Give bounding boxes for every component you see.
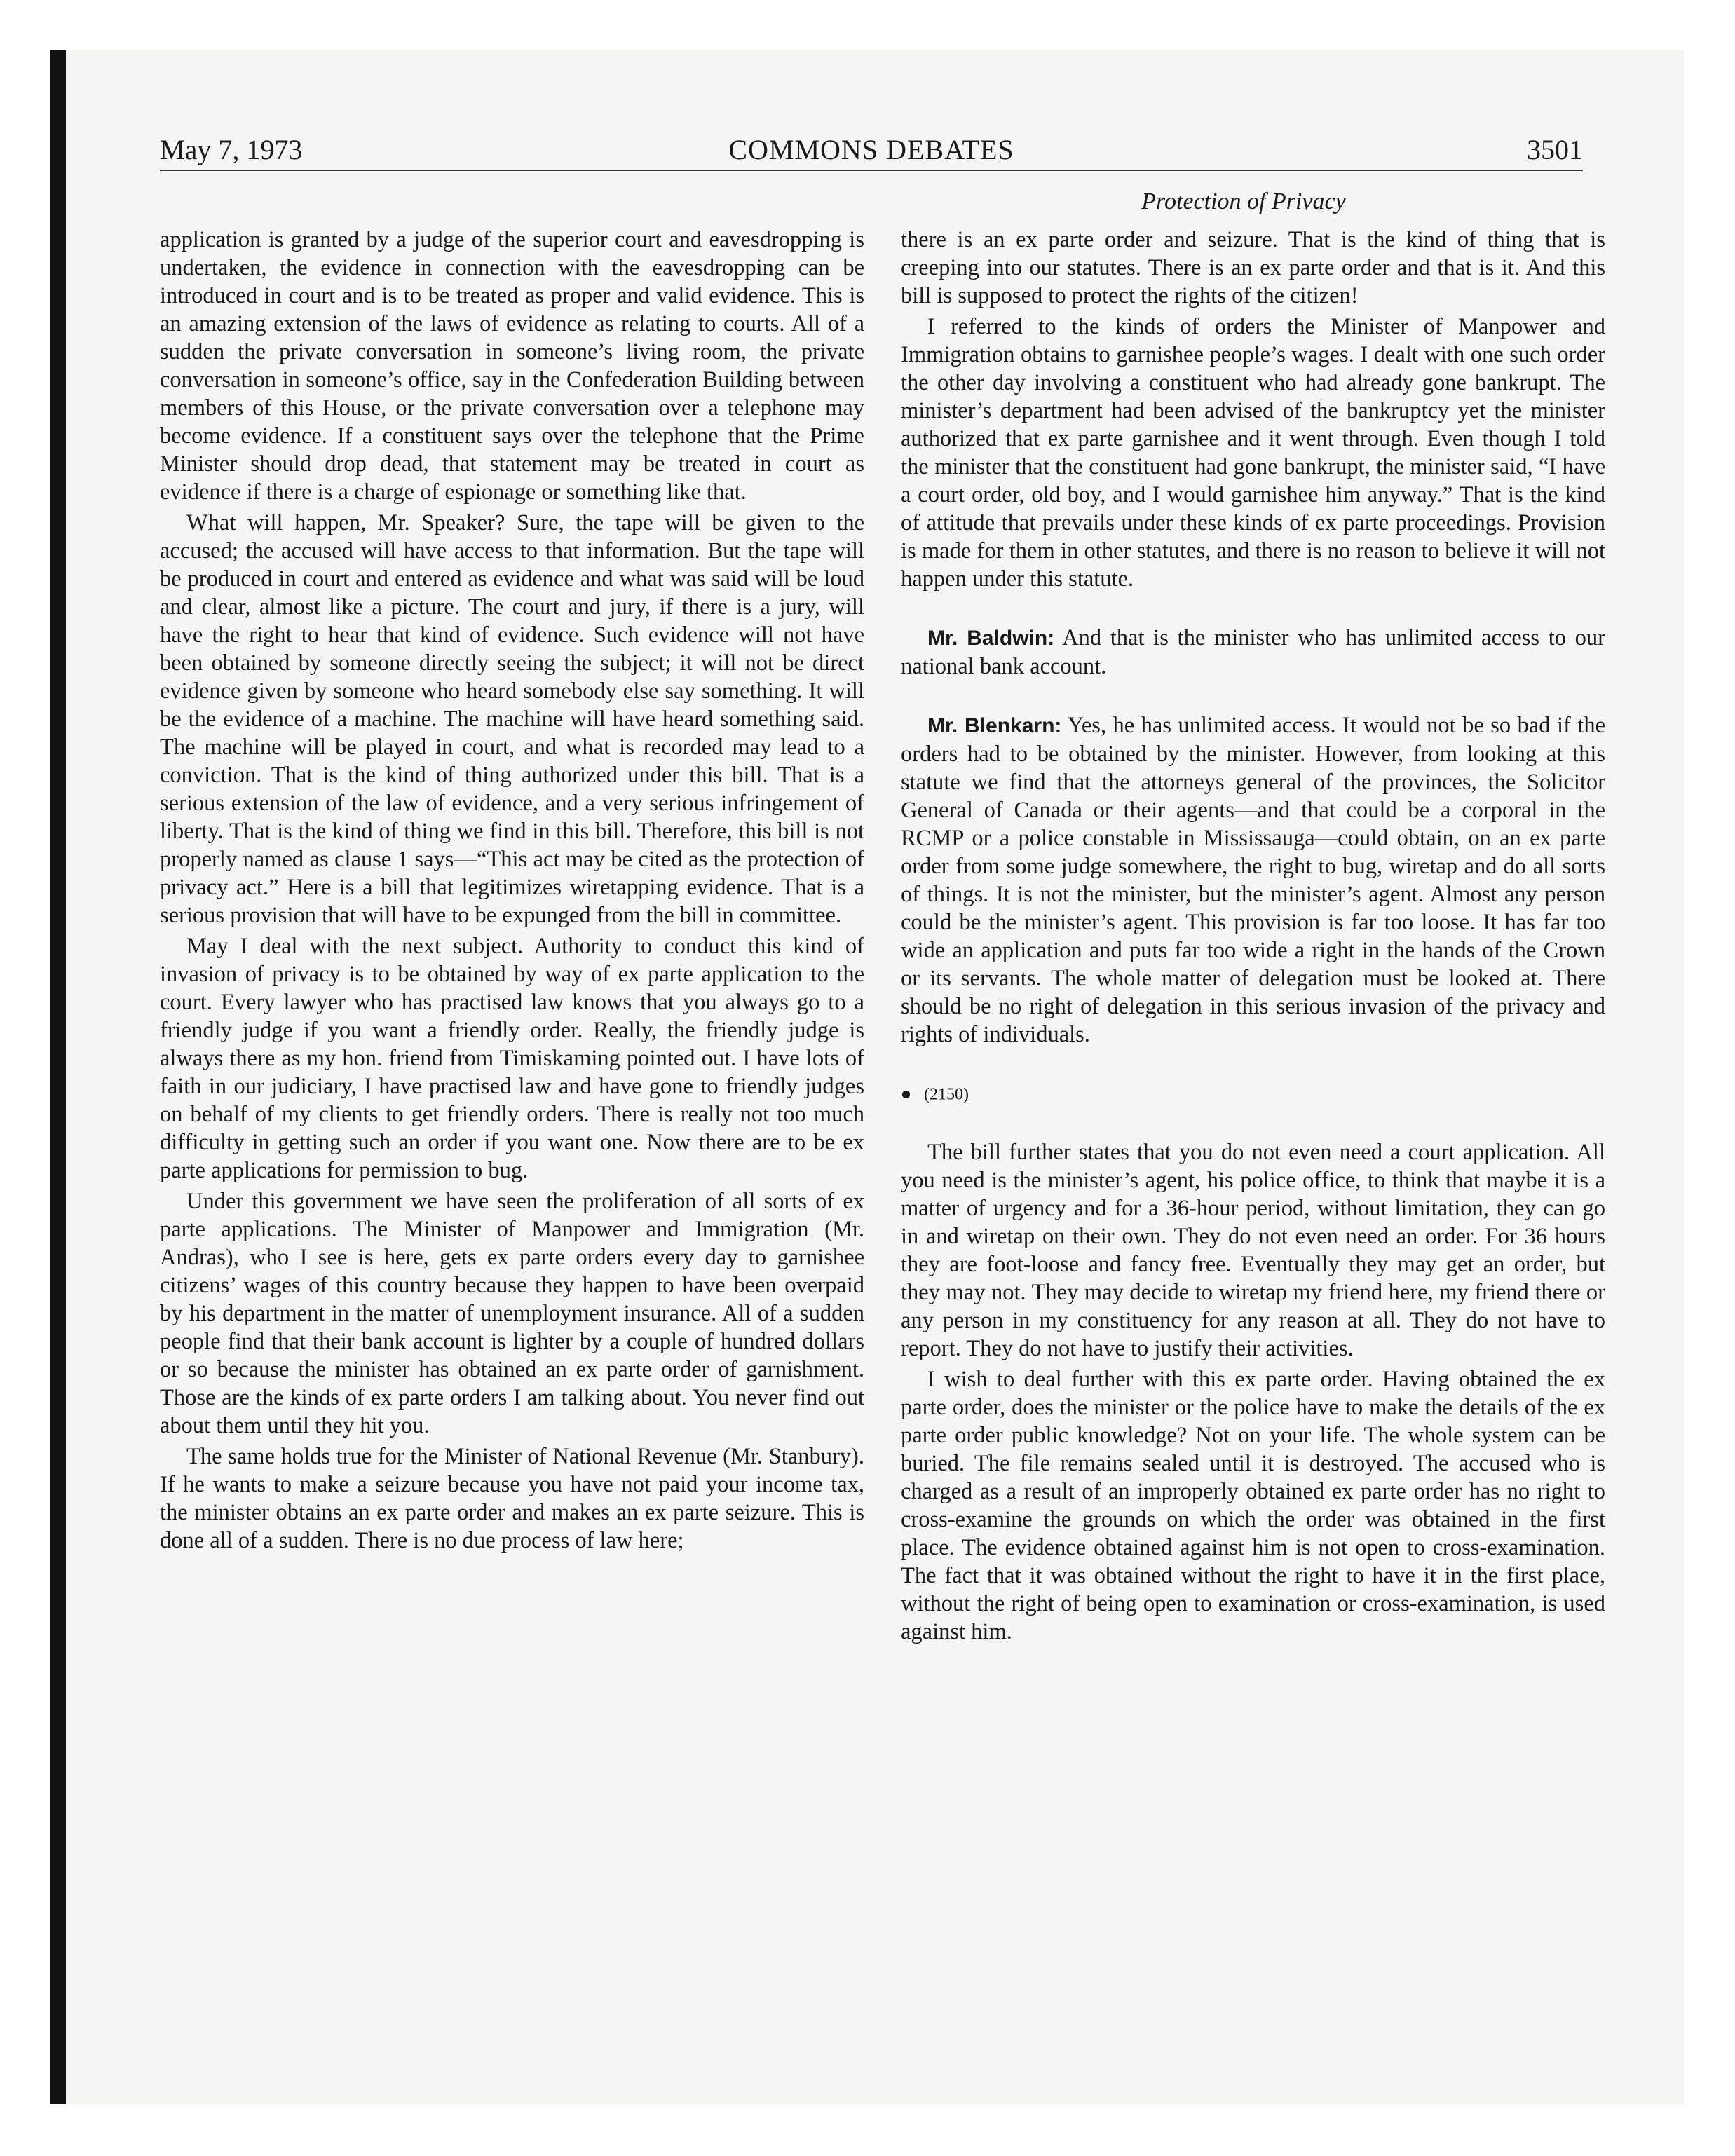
paragraph: I referred to the kinds of orders the Minister of Manpower and Immigration obtains to garnishee people’s wages. I dealt with one such order the other day involving a constituent who had already gone bankrupt. The minister’s department had been advised of the bankruptcy yet the minister authorized that ex parte garnishee and it went through. Even though I told the minister that the constituent had gone bankrupt, the minister said, “I have a court order, old boy, and I would garnishee him anyway.” That is the kind of attitude that prevails under these kinds of ex parte proceedings. Provision is made for them in other statutes, and there is no reason to believe it will not happen under this statute. xyxy=(901,314,1605,592)
paragraph: Under this government we have seen the proliferation of all sorts of ex parte applications. The Minister of Manpower and Immigration (Mr. Andras), who I see is here, gets ex parte orders every day to garnishee citizens’ wages of this country because they happen to have been overpaid by his department in the matter of unemployment insurance. All of a sudden people find that their bank account is lighter by a couple of hundred dollars or so because the minister has obtained an ex parte order of garnishment. Those are the kinds of ex parte orders I am talking about. You never find out about them until they hit you. xyxy=(160,1189,864,1438)
interjection-blenkarn xyxy=(901,711,1605,1049)
paragraph: I wish to deal further with this ex parte order. Having obtained the ex parte order, does the minister or the police have to make the details of the ex parte order public knowledge? Not on your life. The whole system can be buried. The file remains sealed until it is destroyed. The accused who is charged as a result of an improperly obtained ex parte order has no right to cross-examine the grounds on which the order was obtained in the first place. The evidence obtained against him is not open to cross-examination. The fact that it was obtained without the right to have it in the first place, without the right of being open to examination or cross-examination, is used against him. xyxy=(901,1367,1605,1644)
header-publication: COMMONS DEBATES xyxy=(728,134,1014,165)
timestamp: (2150) xyxy=(924,1085,969,1104)
speaker-name: Mr. Baldwin: xyxy=(927,627,1055,650)
speaker-name: Mr. Blenkarn: xyxy=(927,714,1062,737)
bullet-icon xyxy=(902,1091,910,1098)
header-page-number: 3501 xyxy=(1527,134,1583,165)
interjection-baldwin xyxy=(901,624,1605,681)
paragraph: What will happen, Mr. Speaker? Sure, the tape will be given to the accused; the accused will have access to that information. But the tape will be produced in court and entered as evidence and what was said will be loud and clear, almost like a picture. The court and jury, if there is a jury, will have the right to hear that kind of evidence. Such evidence will not have been obtained by someone directly seeing the subject; it will not be direct evidence given by someone who heard somebody else say something. It will be the evidence of a machine. The machine will have heard something said. The machine will be played in court, and what is recorded may lead to a conviction. That is the kind of thing authorized under this bill. That is a serious extension of the law of evidence, and a very serious infringement of liberty. That is the kind of thing we find in this bill. Therefore, this bill is not properly named as clause 1 says—“This act may be cited as the protection of privacy act.” Here is a bill that legitimizes wiretapping evidence. That is a serious provision that will have to be expunged from the bill in committee. xyxy=(160,510,864,928)
header-date: May 7, 1973 xyxy=(160,134,303,165)
left-column xyxy=(160,226,864,1555)
paragraph: The bill further states that you do not even need a court application. All you need is the minister’s agent, his police office, to think that maybe it is a matter of urgency and for a 36-hour period, without limitation, they can go in and wiretap on their own. They do not even need an order. For 36 hours they are foot-loose and fancy free. Eventually they may get an order, but they may not. They may decide to wiretap my friend here, my friend there or any person in my constituency for any reason at all. They do not have to report. They do not have to justify their activities. xyxy=(901,1140,1605,1361)
paragraph: The same holds true for the Minister of National Revenue (Mr. Stanbury). If he wants to make a seizure because you have not paid your income tax, the minister obtains an ex parte order and makes an ex parte seizure. This is done all of a sudden. There is no due process of law here; xyxy=(160,1444,864,1553)
right-column xyxy=(901,226,1605,1646)
time-marker xyxy=(901,1079,1605,1107)
speech-text: And that is the minister who has unlimited access to our national bank account. xyxy=(901,625,1605,679)
paragraph: application is granted by a judge of the superior court and eavesdropping is undertaken, the evidence in connection with the eavesdropping can be introduced in court and is to be treated as proper and valid evidence. This is an amazing extension of the laws of evidence as relating to courts. All of a sudden the private conversation in someone’s living room, the private conversation in someone’s office, say in the Confederation Building between members of this House, or the private conversation over a telephone may become evidence. If a constituent says over the telephone that the Prime Minister should drop dead, that statement may be treated in court as evidence if there is a charge of espionage or something like that. xyxy=(160,227,864,505)
speech-text: Yes, he has unlimited access. It would not be so bad if the orders had to be obtained by the minister. However, from looking at this statute we find that the attorneys general of the provinces, the Solicitor General of Canada or their agents—and that could be a corporal in the RCMP or a police constable in Mississauga—could obtain, on an ex parte order from some judge somewhere, the right to bug, wiretap and do all sorts of things. It is not the minister, but the minister’s agent. Almost any person could be the minister’s agent. This provision is far too loose. It has far too wide an application and puts far too wide a right in the hands of the Crown or its servants. The whole matter of delegation must be looked at. There should be no right of delegation in this serious invasion of the privacy and rights of individuals. xyxy=(901,713,1605,1047)
paragraph: May I deal with the next subject. Authority to conduct this kind of invasion of privacy is to be obtained by way of ex parte application to the court. Every lawyer who has practised law knows that you always go to a friendly judge if you want a friendly order. Really, the friendly judge is always there as my hon. friend from Timiskaming pointed out. I have lots of faith in our judiciary, I have practised law and have gone to friendly judges on behalf of my clients to get friendly orders. There is really not too much difficulty in getting such an order if you want one. Now there are to be ex parte applications for permission to bug. xyxy=(160,934,864,1183)
scan-binding-edge xyxy=(50,50,66,2104)
subject-title: Protection of Privacy xyxy=(1141,189,1346,214)
paragraph: there is an ex parte order and seizure. That is the kind of thing that is creeping into our statutes. There is an ex parte order and that is it. And this bill is supposed to protect the rights of the citizen! xyxy=(901,227,1605,308)
page-header xyxy=(160,130,1583,171)
